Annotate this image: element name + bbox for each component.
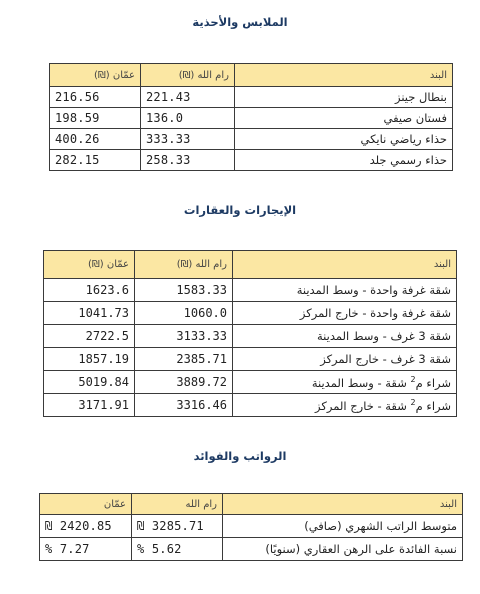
row-item: شقة 3 غرف - خارج المركز [233,348,457,371]
row-ramallah: % 5.62 [132,538,223,561]
row-amman: 1857.19 [44,348,135,371]
row-amman: 198.59 [50,108,141,129]
table-row [44,348,457,371]
row-amman: 282.15 [50,150,141,171]
row-item: شقة غرفة واحدة - وسط المدينة [233,279,457,302]
table-row [50,129,453,150]
table-row [44,394,457,417]
row-ramallah: 1060.0 [135,302,233,325]
row-item: بنطال جينز [235,87,453,108]
table-row [44,302,457,325]
row-item-part-b: شقة - خارج المركز [315,398,411,413]
row-item [233,371,457,394]
row-amman: 400.26 [50,129,141,150]
row-item: شقة غرفة واحدة - خارج المركز [233,302,457,325]
table-row [40,515,463,538]
row-item [233,394,457,417]
table-row [50,150,453,171]
row-ramallah: 3316.46 [135,394,233,417]
table-row [44,325,457,348]
salaries-table [39,493,463,561]
row-ramallah: ₪ 3285.71 [132,515,223,538]
section-title-salaries: الرواتب والفوائد [193,449,287,463]
header-ramallah: رام الله (₪) [135,251,233,279]
header-item: البند [223,494,463,515]
table-header-row [40,494,463,515]
header-amman: عمّان (₪) [50,64,141,87]
row-amman: 216.56 [50,87,141,108]
row-amman: 1041.73 [44,302,135,325]
table-row [44,279,457,302]
row-amman: ₪ 2420.85 [40,515,132,538]
table-row [40,538,463,561]
row-item: فستان صيفي [235,108,453,129]
row-ramallah: 3889.72 [135,371,233,394]
table-row [50,87,453,108]
section-title-rent: الإيجارات والعقارات [183,203,297,217]
row-amman: 5019.84 [44,371,135,394]
header-item: البند [233,251,457,279]
row-amman: % 7.27 [40,538,132,561]
row-ramallah: 1583.33 [135,279,233,302]
row-ramallah: 2385.71 [135,348,233,371]
row-ramallah: 333.33 [141,129,235,150]
row-item-superscript: 2 [410,374,416,384]
table-row [50,108,453,129]
header-amman: عمّان [40,494,132,515]
row-item-part-a: شراء م [415,398,451,413]
header-ramallah: رام الله [132,494,223,515]
rent-table [43,250,457,417]
row-item-part-b: شقة - وسط المدينة [311,375,411,390]
header-item: البند [235,64,453,87]
row-ramallah: 258.33 [141,150,235,171]
section-title-clothing: الملابس والأحذية [192,15,288,29]
table-row [44,371,457,394]
row-amman: 2722.5 [44,325,135,348]
row-item: نسبة الفائدة على الرهن العقاري (سنويًا) [223,538,463,561]
row-ramallah: 221.43 [141,87,235,108]
row-ramallah: 3133.33 [135,325,233,348]
row-item: متوسط الراتب الشهري (صافي) [223,515,463,538]
clothing-table [49,63,453,171]
row-item: حذاء رياضي نايكي [235,129,453,150]
table-header-row [50,64,453,87]
header-ramallah: رام الله (₪) [141,64,235,87]
row-item: شقة 3 غرف - وسط المدينة [233,325,457,348]
row-item-superscript: 2 [410,397,416,407]
row-item: حذاء رسمي جلد [235,150,453,171]
row-amman: 1623.6 [44,279,135,302]
table-header-row [44,251,457,279]
header-amman: عمّان (₪) [44,251,135,279]
row-amman: 3171.91 [44,394,135,417]
row-item-part-a: شراء م [415,375,451,390]
row-ramallah: 136.0 [141,108,235,129]
